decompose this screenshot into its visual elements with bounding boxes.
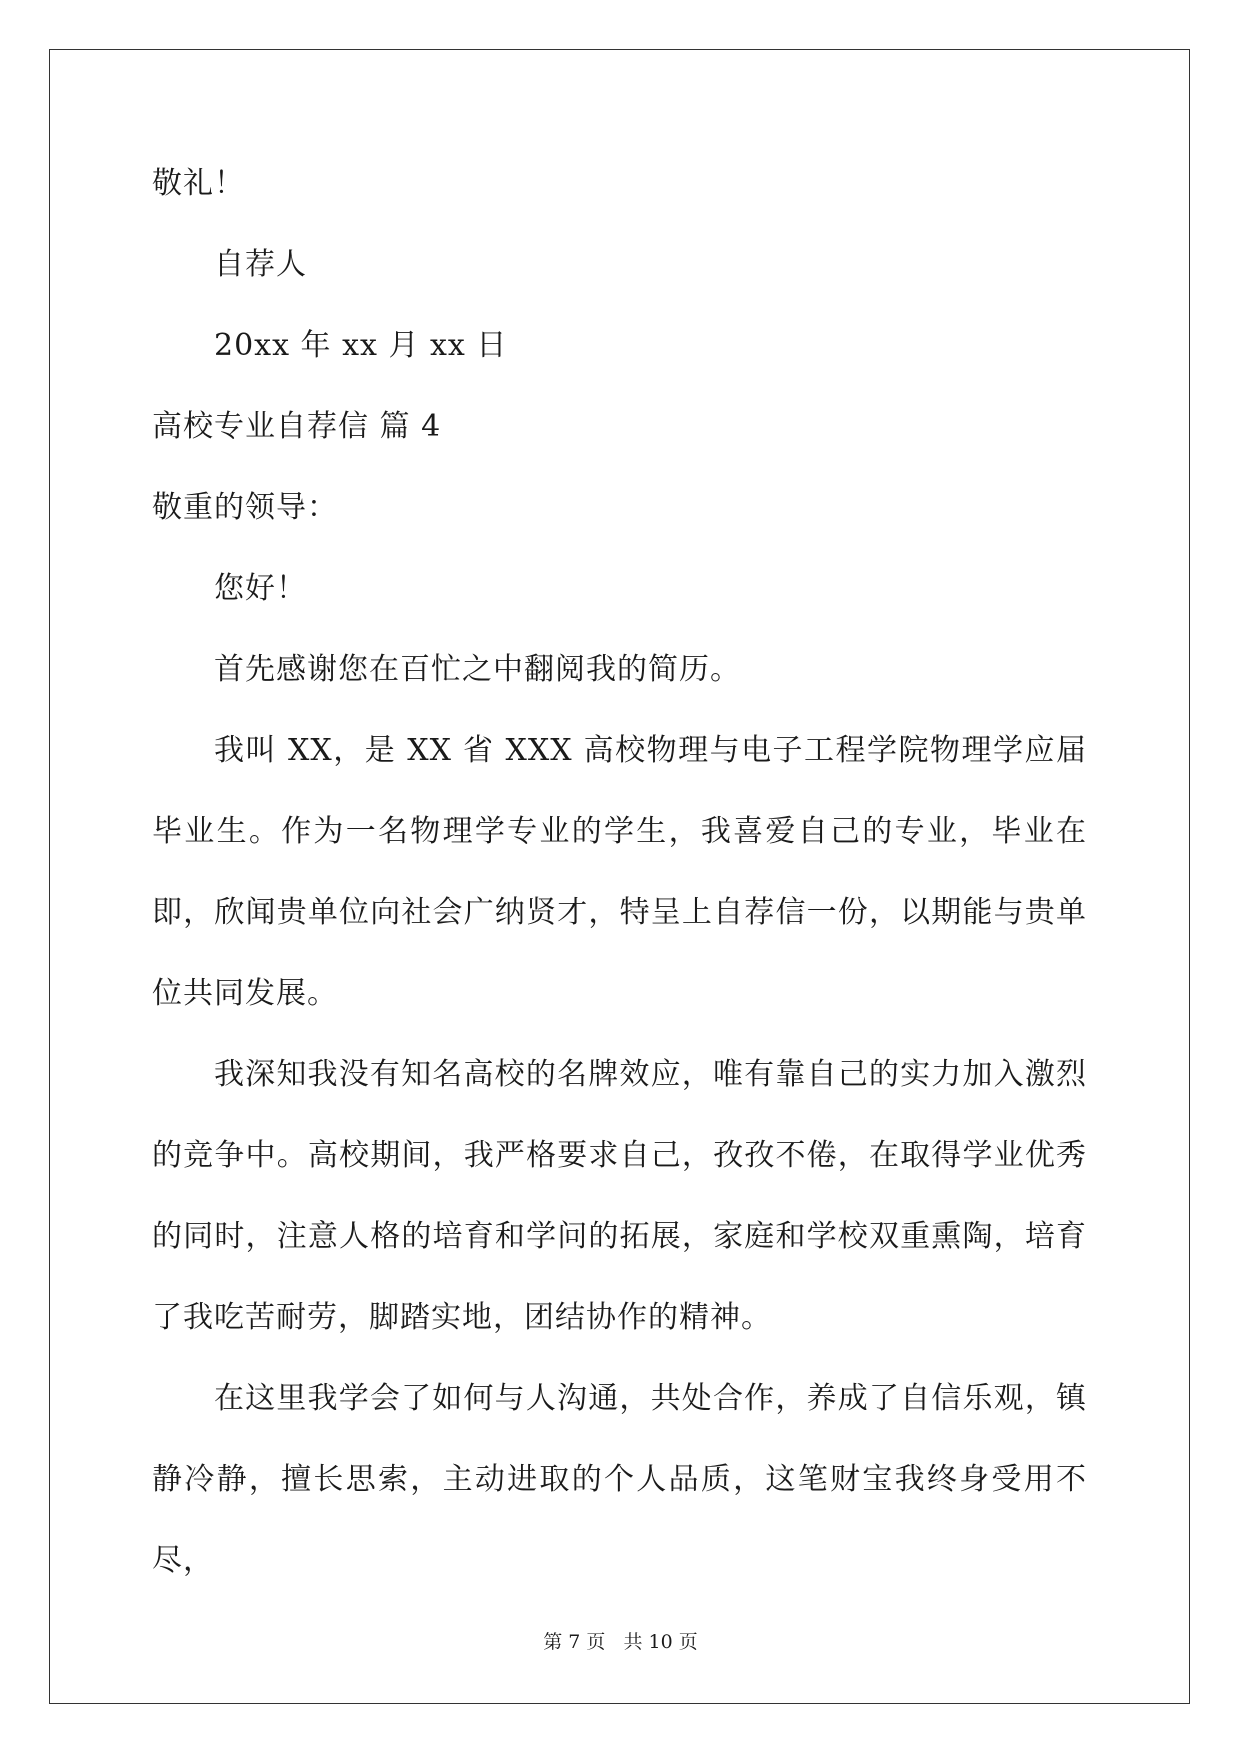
- paragraph-university: 我深知我没有知名高校的名牌效应，唯有靠自己的实力加入激烈的竞争中。高校期间，我严格要求自己，孜孜不倦，在取得学业优秀的同时，注意人格的培育和学问的拓展，家庭和学校双重熏陶，培育了我吃苦耐劳，脚踏实地，团结协作的精神。: [152, 1057, 1087, 1335]
- letter-hello: 您好！: [214, 571, 307, 606]
- closing-salutation: 敬礼！: [152, 166, 245, 201]
- paragraph-personal-qualities: 在这里我学会了如何与人沟通，共处合作，养成了自信乐观，镇静冷静，擅长思索，主动进取的个人品质，这笔财宝我终身受用不尽，: [152, 1381, 1087, 1578]
- document-body: [152, 163, 1087, 1621]
- signature-label: 自荐人: [214, 247, 307, 282]
- letter-opening: 首先感谢您在百忙之中翻阅我的简历。: [214, 652, 741, 687]
- page-footer: [0, 1630, 1241, 1654]
- letter-greeting: 敬重的领导：: [152, 490, 338, 525]
- page-total: 共 10 页: [623, 1631, 698, 1653]
- paragraph-introduction: 我叫 XX，是 XX 省 XXX 高校物理与电子工程学院物理学应届毕业生。作为一名物理学专业的学生，我喜爱自己的专业，毕业在即，欣闻贵单位向社会广纳贤才，特呈上自荐信一份，以期能与贵单位共同发展。: [152, 733, 1087, 1011]
- signature-date: 20xx 年 xx 月 xx 日: [214, 328, 508, 363]
- section-heading: 高校专业自荐信 篇 4: [152, 409, 442, 444]
- page-number: 第 7 页: [543, 1631, 606, 1653]
